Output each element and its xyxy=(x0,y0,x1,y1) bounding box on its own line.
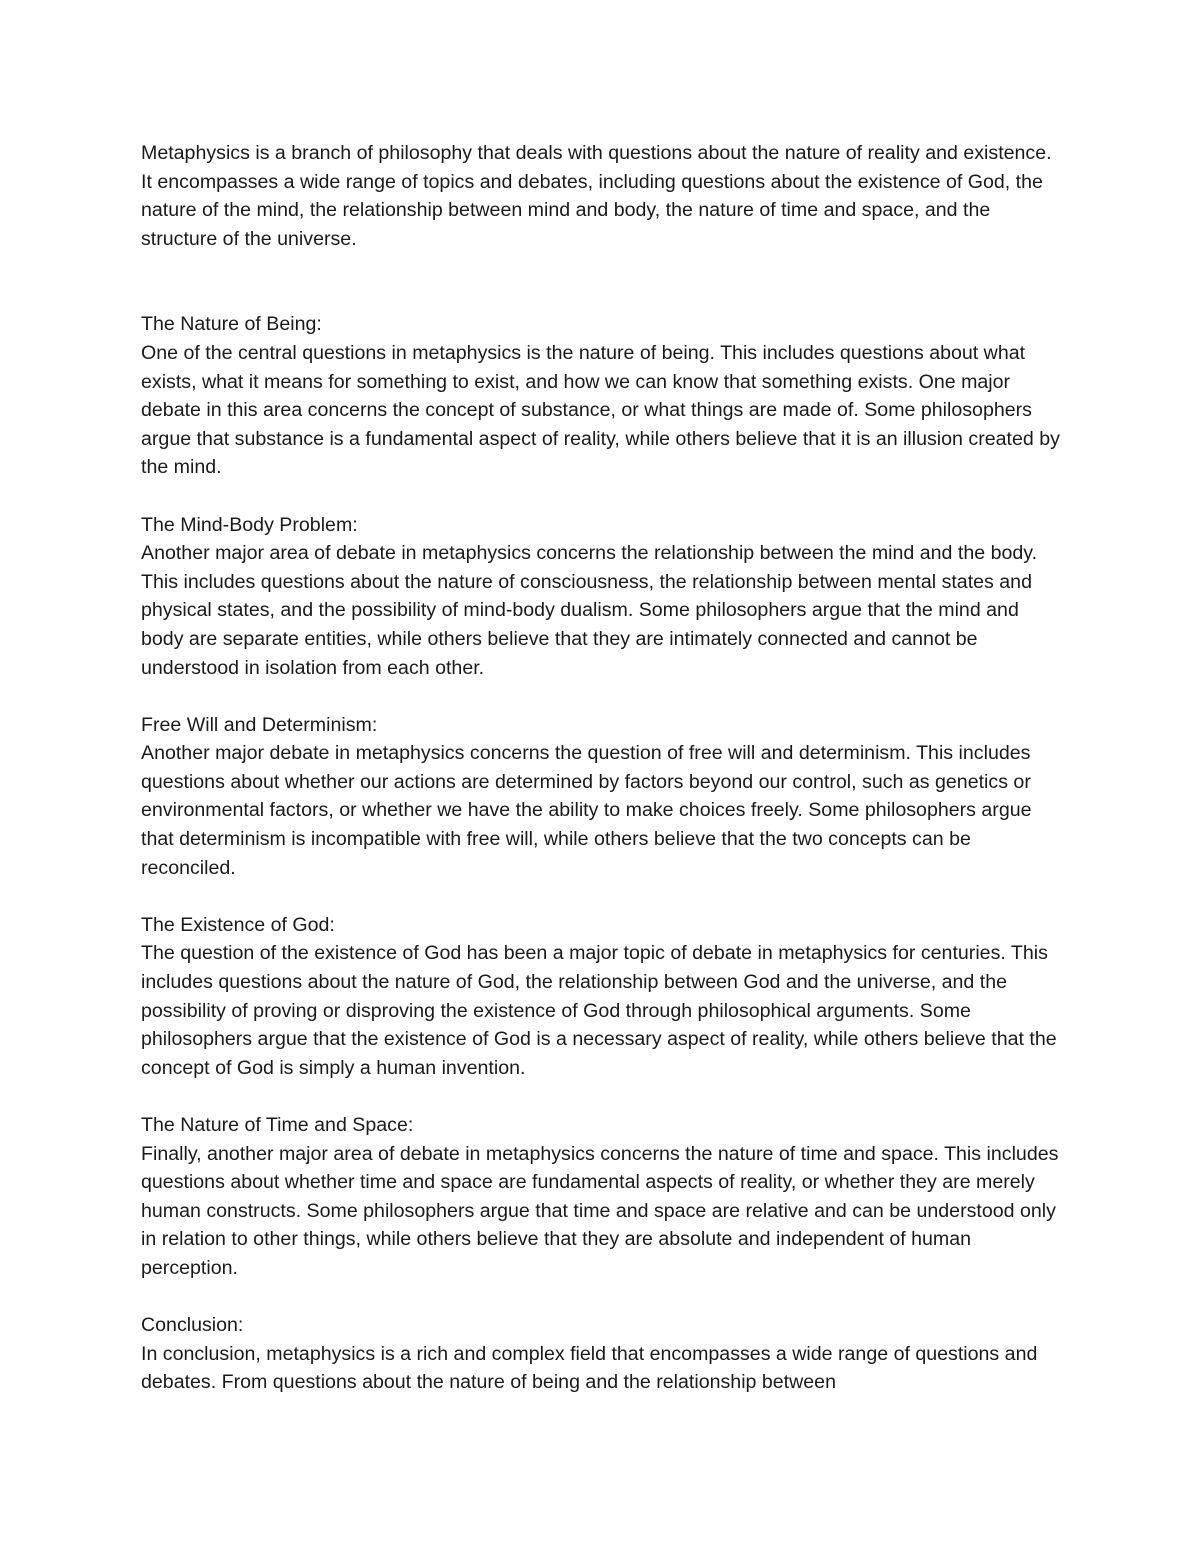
section-heading: The Nature of Time and Space: xyxy=(141,1114,414,1136)
section-body: Another major area of debate in metaphysics concerns the relationship between the mind and the body. This includes questions about the nature of consciousness, the relationship between mental states and physical states, and the possibility of mind-body dualism. Some philosophers argue that the mind and body are separate entities, while others believe that they are intimately connected and cannot be understood in isolation from each other. xyxy=(141,542,1038,679)
section-body: One of the central questions in metaphysics is the nature of being. This includes questions about what exists, what it means for something to exist, and how we can know that something exists. One major debate in this area concerns the concept of substance, or what things are made of. Some philosophers argue that substance is a fundamental aspect of reality, while others believe that it is an illusion created by the mind. xyxy=(141,341,1060,479)
section-heading: The Existence of God: xyxy=(141,913,335,936)
document-page xyxy=(141,139,1061,1426)
intro-paragraph: Metaphysics is a branch of philosophy that deals with questions about the nature of reality and existence. It encompasses a wide range of topics and debates, including questions about the existence of God, the nature of the mind, the relationship between mind and body, the nature of time and space, and the structure of the universe. xyxy=(141,142,1052,250)
section-free-will xyxy=(141,711,1061,883)
section-heading: The Mind-Body Problem: xyxy=(141,513,358,536)
section-heading: The Nature of Being: xyxy=(141,313,322,336)
section-body: In conclusion, metaphysics is a rich and complex field that encompasses a wide range of questions and debates. From questions about the nature of being and the relationship between xyxy=(141,1342,1038,1394)
section-mind-body-problem xyxy=(141,511,1061,683)
section-body: Finally, another major area of debate in metaphysics concerns the nature of time and space. This includes questions about whether time and space are fundamental aspects of reality, or whether they are merely human constructs. Some philosophers argue that time and space are relative and can be understood only in relation to other things, while others believe that they are absolute and independent of human perception. xyxy=(141,1142,1059,1279)
section-time-and-space xyxy=(141,1111,1061,1283)
section-nature-of-being xyxy=(141,310,1061,482)
section-conclusion xyxy=(141,1311,1061,1397)
section-body: The question of the existence of God has been a major topic of debate in metaphysics for centuries. This includes questions about the nature of God, the relationship between God and the universe, and the possibility of proving or disproving the existence of God through philosophical arguments. Some philosophers argue that the existence of God is a necessary aspect of reality, while others believe that the concept of God is simply a human invention. xyxy=(141,942,1057,1079)
section-existence-of-god xyxy=(141,911,1061,1083)
section-heading: Conclusion: xyxy=(141,1314,244,1337)
section-body: Another major debate in metaphysics concerns the question of free will and determinism. This includes questions about whether our actions are determined by factors beyond our control, such as genetics or environmental factors, or whether we have the ability to make choices freely. Some philosophers argue that determinism is incompatible with free will, while others believe that the two concepts can be reconciled. xyxy=(141,742,1032,879)
section-heading: Free Will and Determinism: xyxy=(141,713,378,736)
